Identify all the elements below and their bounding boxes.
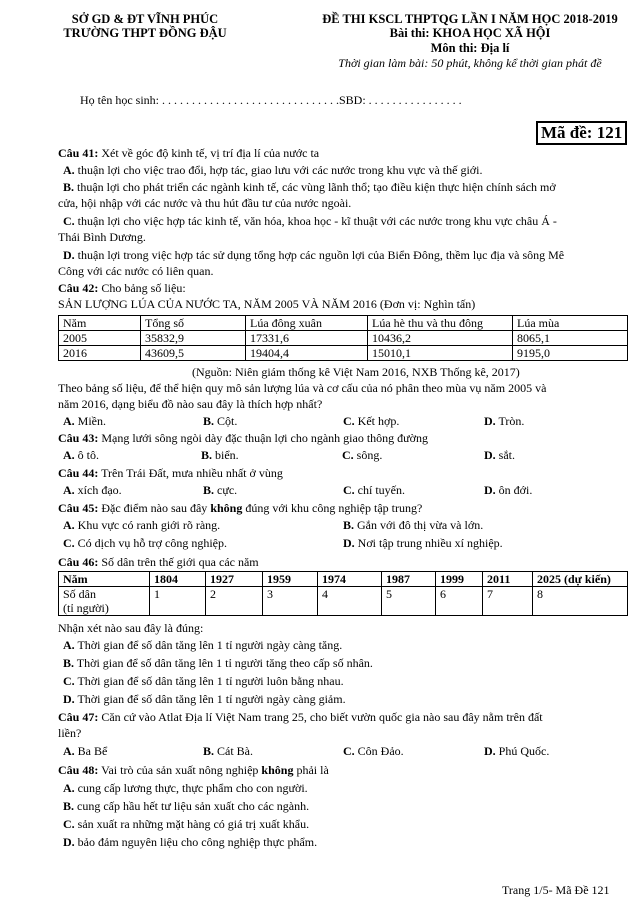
table-cell: 6 xyxy=(436,587,483,616)
table-cell: 2005 xyxy=(59,331,141,346)
question-text: Trên Trái Đất, mưa nhiều nhất ở vùng xyxy=(98,466,283,480)
question-label: Câu 42: xyxy=(58,281,99,295)
option-text: thuận lợi cho việc hợp tác kinh tế, văn hóa, khoa học - kĩ thuật với các nước trong khu vực châu Á - xyxy=(74,214,557,228)
question-label: Câu 45: xyxy=(58,501,99,515)
option-key: B. xyxy=(203,483,215,497)
option-key: C. xyxy=(63,536,75,550)
q42-table-title: SẢN LƯỢNG LÚA CỦA NƯỚC TA, NĂM 2005 VÀ NĂM 2016 (Đơn vị: Nghìn tấn) xyxy=(58,297,476,311)
option-text: sản xuất ra những mặt hàng có giá trị xuất khẩu. xyxy=(74,817,310,831)
option-key: C. xyxy=(343,414,355,428)
table-header-cell: Năm xyxy=(59,316,141,331)
department-name: SỞ GD & ĐT VĨNH PHÚC xyxy=(71,12,219,26)
question-label: Câu 48: xyxy=(58,763,99,777)
q47-option-b[interactable] xyxy=(203,744,253,758)
option-key: C. xyxy=(63,214,75,228)
q41-option-d-cont: Công với các nước có liên quan. xyxy=(58,264,214,278)
option-key: D. xyxy=(63,692,75,706)
option-key: D. xyxy=(63,835,75,849)
q44-option-a[interactable] xyxy=(63,483,122,497)
option-text: Côn Đảo. xyxy=(354,744,404,758)
option-text: thuận lợi cho phát triển các ngành kinh tế, các vùng lãnh thổ; tạo điều kiện thực hiện chính sách mở xyxy=(74,180,556,194)
table-row xyxy=(59,346,628,361)
q41-option-d[interactable] xyxy=(63,248,564,262)
option-key: C. xyxy=(63,674,75,688)
q45-option-c[interactable] xyxy=(63,536,227,550)
q42-prompt-line1: Theo bảng số liệu, để thể hiện quy mô sản lượng lúa và cơ cấu của nó phân theo mùa vụ năm 2005 và xyxy=(58,381,547,395)
option-text: xích đạo. xyxy=(74,483,122,497)
table-header-cell: Lúa hè thu và thu đông xyxy=(368,316,513,331)
q42-option-a[interactable] xyxy=(63,414,106,428)
option-text: cực. xyxy=(214,483,238,497)
table-cell: 17331,6 xyxy=(246,331,368,346)
student-info-line: Họ tên học sinh: . . . . . . . . . . . . . . . . . . . . . . . . . . . . . .SBD: . . . . . . . . . . . . . . . . xyxy=(80,93,462,107)
world-population-table xyxy=(58,571,628,616)
q44-option-c[interactable] xyxy=(343,483,405,497)
table-header-cell: Lúa đông xuân xyxy=(246,316,368,331)
page-footer: Trang 1/5- Mã Đề 121 xyxy=(502,883,610,897)
option-key: C. xyxy=(343,483,355,497)
option-text: Thời gian để số dân tăng lên 1 tỉ người ngày càng giảm. xyxy=(74,692,346,706)
option-text: Nơi tập trung nhiều xí nghiệp. xyxy=(354,536,503,550)
option-text: Ba Bể xyxy=(74,744,108,758)
option-key: B. xyxy=(203,744,215,758)
question-label: Câu 46: xyxy=(58,555,99,569)
question-44 xyxy=(58,466,283,480)
exam-subject: Môn thi: Địa lí xyxy=(430,41,510,55)
table-cell: 1 xyxy=(150,587,206,616)
question-label: Câu 47: xyxy=(58,710,99,724)
q46-option-b[interactable] xyxy=(63,656,373,670)
q44-option-d[interactable] xyxy=(484,483,532,497)
q47-option-d[interactable] xyxy=(484,744,549,758)
q43-option-a[interactable] xyxy=(63,448,99,462)
q47-cont: liền? xyxy=(58,726,82,740)
option-text: ô tô. xyxy=(74,448,100,462)
option-text: Thời gian để số dân tăng lên 1 tỉ người tăng theo cấp số nhân. xyxy=(74,656,373,670)
q47-option-a[interactable] xyxy=(63,744,107,758)
option-key: B. xyxy=(201,448,213,462)
table-header-cell: Lúa mùa xyxy=(513,316,628,331)
q48-option-c[interactable] xyxy=(63,817,309,831)
q45-option-b[interactable] xyxy=(343,518,483,532)
table-cell: 8065,1 xyxy=(513,331,628,346)
question-text: Mạng lưới sông ngòi dày đặc thuận lợi cho ngành giao thông đường xyxy=(98,431,429,445)
table-cell: 9195,0 xyxy=(513,346,628,361)
table-cell: 19404,4 xyxy=(246,346,368,361)
q41-option-a[interactable] xyxy=(63,163,482,177)
option-text: thuận lợi cho việc trao đổi, hợp tác, giao lưu với các nước trong khu vực và thế giới. xyxy=(74,163,483,177)
option-text: chí tuyến. xyxy=(354,483,405,497)
question-42 xyxy=(58,281,186,295)
q46-option-c[interactable] xyxy=(63,674,344,688)
option-key: B. xyxy=(203,414,215,428)
question-label: Câu 44: xyxy=(58,466,99,480)
option-text: bảo đảm nguyên liệu cho công nghiệp thực phẩm. xyxy=(74,835,318,849)
table-cell: 2 xyxy=(206,587,263,616)
question-41 xyxy=(58,146,319,160)
option-key: A. xyxy=(63,448,75,462)
q46-prompt: Nhận xét nào sau đây là đúng: xyxy=(58,621,204,635)
q48-option-d[interactable] xyxy=(63,835,317,849)
option-key: A. xyxy=(63,483,75,497)
option-text: Gắn với đô thị vừa và lớn. xyxy=(354,518,484,532)
option-key: C. xyxy=(342,448,354,462)
q42-option-c[interactable] xyxy=(343,414,399,428)
option-text: ôn đới. xyxy=(495,483,533,497)
option-text: Phú Quốc. xyxy=(495,744,550,758)
table-header-cell: 1987 xyxy=(382,572,436,587)
question-label: Câu 41: xyxy=(58,146,99,160)
question-48 xyxy=(58,763,329,777)
question-text: Xét về góc độ kinh tế, vị trí địa lí của nước ta xyxy=(98,146,320,160)
q43-option-d[interactable] xyxy=(484,448,515,462)
option-text: Cát Bà. xyxy=(214,744,254,758)
exam-code-box: Mã đề: 121 xyxy=(536,121,627,145)
q45-option-a[interactable] xyxy=(63,518,220,532)
q47-option-c[interactable] xyxy=(343,744,404,758)
table-row xyxy=(59,331,628,346)
option-key: A. xyxy=(63,638,75,652)
rice-production-table xyxy=(58,315,628,361)
emphasis-text: không xyxy=(261,763,294,777)
option-text: Tròn. xyxy=(495,414,525,428)
emphasis-text: không xyxy=(210,501,243,515)
option-key: A. xyxy=(63,781,75,795)
table-cell: 2016 xyxy=(59,346,141,361)
q42-prompt-line2: năm 2016, dạng biểu đồ nào sau đây là thích hợp nhất? xyxy=(58,397,323,411)
exam-subject-group: Bài thi: KHOA HỌC XÃ HỘI xyxy=(389,26,551,40)
q42-option-b[interactable] xyxy=(203,414,237,428)
option-key: D. xyxy=(343,536,355,550)
q41-option-b-cont: cửa, hội nhập với các nước và thu hút đầu tư của nước ngoài. xyxy=(58,196,352,210)
table-header-cell: 2025 (dự kiến) xyxy=(533,572,628,587)
option-key: A. xyxy=(63,518,75,532)
q45-option-d[interactable] xyxy=(343,536,503,550)
school-name: TRƯỜNG THPT ĐỒNG ĐẬU xyxy=(63,26,227,40)
option-key: D. xyxy=(484,414,496,428)
option-text: Thời gian để số dân tăng lên 1 tỉ người ngày càng tăng. xyxy=(74,638,343,652)
option-key: D. xyxy=(484,448,496,462)
table-header-cell: 1927 xyxy=(206,572,263,587)
row-label-line1: Số dân xyxy=(63,587,96,601)
option-key: A. xyxy=(63,163,75,177)
table-header-cell: 1999 xyxy=(436,572,483,587)
question-47 xyxy=(58,710,543,724)
option-key: D. xyxy=(484,744,496,758)
table-header-cell: 1974 xyxy=(318,572,382,587)
table-cell: 3 xyxy=(263,587,318,616)
table-cell: 7 xyxy=(483,587,533,616)
table-cell: 15010,1 xyxy=(368,346,513,361)
option-key: C. xyxy=(343,744,355,758)
option-key: B. xyxy=(63,799,75,813)
option-text: sắt. xyxy=(495,448,516,462)
q41-option-c[interactable] xyxy=(63,214,557,228)
table-cell: 10436,2 xyxy=(368,331,513,346)
table-cell: 8 xyxy=(533,587,628,616)
exam-title: ĐỀ THI KSCL THPTQG LẦN I NĂM HỌC 2018-2019 xyxy=(322,12,618,26)
option-text: Cột. xyxy=(214,414,238,428)
option-text: Kết hợp. xyxy=(354,414,400,428)
q42-source: (Nguồn: Niên giám thống kê Việt Nam 2016, NXB Thống kê, 2017) xyxy=(192,365,520,379)
question-text-end: đúng với khu công nghiệp tập trung? xyxy=(242,501,423,515)
exam-duration: Thời gian làm bài: 50 phút, không kể thời gian phát đề xyxy=(338,56,602,70)
q42-option-d[interactable] xyxy=(484,414,524,428)
q48-option-b[interactable] xyxy=(63,799,309,813)
option-key: D. xyxy=(484,483,496,497)
question-text: Số dân trên thế giới qua các năm xyxy=(98,555,259,569)
table-header-cell: Năm xyxy=(59,572,150,587)
option-text: Có dịch vụ hỗ trợ công nghiệp. xyxy=(74,536,227,550)
option-text: thuận lợi trong việc hợp tác sử dụng tổng hợp các nguồn lợi của Biển Đông, thềm lục địa và sông Mê xyxy=(74,248,565,262)
q48-option-a[interactable] xyxy=(63,781,308,795)
question-label: Câu 43: xyxy=(58,431,99,445)
q46-option-d[interactable] xyxy=(63,692,346,706)
option-text: Khu vực có ranh giới rõ ràng. xyxy=(74,518,221,532)
q41-option-c-cont: Thái Bình Dương. xyxy=(58,230,146,244)
q43-option-c[interactable] xyxy=(342,448,382,462)
option-key: B. xyxy=(63,180,75,194)
q43-option-b[interactable] xyxy=(201,448,239,462)
q46-option-a[interactable] xyxy=(63,638,342,652)
option-text: Thời gian để số dân tăng lên 1 tỉ người luôn bằng nhau. xyxy=(74,674,344,688)
question-text: Vai trò của sản xuất nông nghiệp xyxy=(98,763,262,777)
question-text: Đặc điểm nào sau đây xyxy=(98,501,211,515)
option-key: C. xyxy=(63,817,75,831)
option-text: biển. xyxy=(212,448,239,462)
option-text: cung cấp hầu hết tư liệu sản xuất cho các ngành. xyxy=(74,799,310,813)
table-header-cell: 1959 xyxy=(263,572,318,587)
row-label-line2: (tỉ người) xyxy=(63,601,109,615)
question-text: Căn cứ vào Atlat Địa lí Việt Nam trang 25, cho biết vườn quốc gia nào sau đây nằm trên đất xyxy=(98,710,543,724)
table-header-row xyxy=(59,572,628,587)
table-header-row xyxy=(59,316,628,331)
table-cell: 43609,5 xyxy=(141,346,246,361)
table-cell: 4 xyxy=(318,587,382,616)
q44-option-b[interactable] xyxy=(203,483,237,497)
option-key: D. xyxy=(63,248,75,262)
question-text: Cho bảng số liệu: xyxy=(98,281,186,295)
question-text-end: phải là xyxy=(293,763,329,777)
option-text: sông. xyxy=(353,448,383,462)
table-header-cell: 2011 xyxy=(483,572,533,587)
option-key: B. xyxy=(343,518,355,532)
question-46 xyxy=(58,555,259,569)
question-43 xyxy=(58,431,428,445)
option-key: A. xyxy=(63,414,75,428)
option-text: Miền. xyxy=(74,414,107,428)
table-row-label xyxy=(59,587,150,616)
table-header-cell: Tổng số xyxy=(141,316,246,331)
option-key: A. xyxy=(63,744,75,758)
table-row xyxy=(59,587,628,616)
table-header-cell: 1804 xyxy=(150,572,206,587)
question-45 xyxy=(58,501,422,515)
table-cell: 5 xyxy=(382,587,436,616)
q41-option-b[interactable] xyxy=(63,180,556,194)
option-key: B. xyxy=(63,656,75,670)
table-cell: 35832,9 xyxy=(141,331,246,346)
option-text: cung cấp lương thực, thực phẩm cho con người. xyxy=(74,781,308,795)
